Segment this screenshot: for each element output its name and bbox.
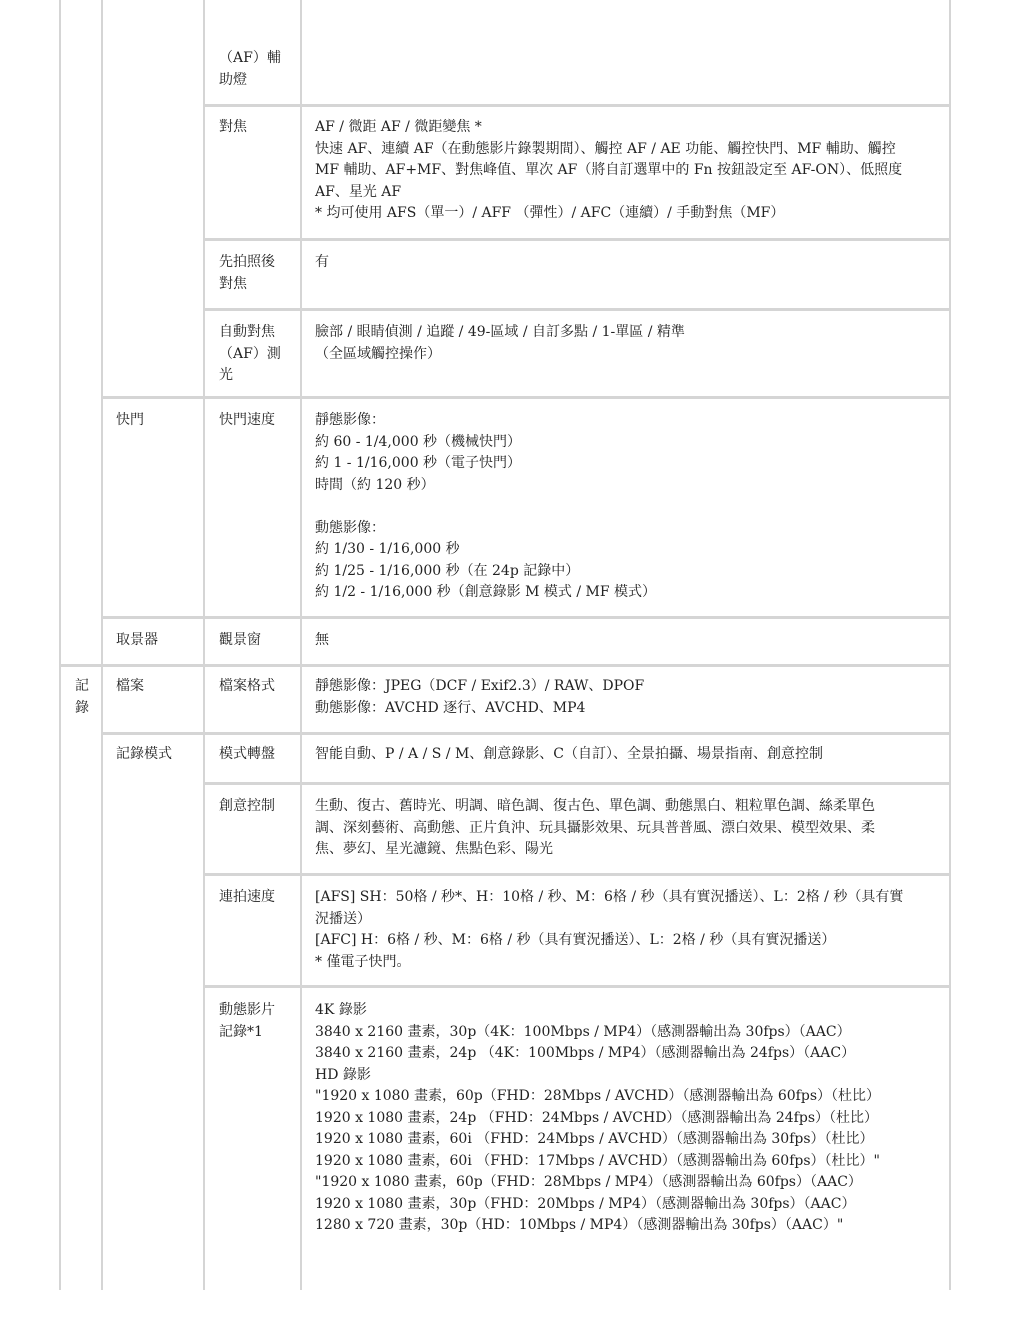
spec-value-line: * 僅電子快門。 <box>315 953 411 970</box>
table-row-separator <box>101 616 951 619</box>
spec-value-line: [AFS] SH：50格 / 秒*、H：10格 / 秒、M：6格 / 秒（具有實況播送）、L：2格 / 秒（具有實 <box>315 889 904 905</box>
spec-value-line: 約 1/30 - 1/16,000 秒 <box>315 541 460 557</box>
spec-value-line: 調、深刻藝術、高動態、正片負沖、玩具攝影效果、玩具普普風、漂白效果、模型效果、柔 <box>315 819 875 836</box>
spec-item-label: 對焦 <box>219 119 247 135</box>
spec-item-label: 模式轉盤 <box>219 746 275 762</box>
table-border-vertical <box>949 0 951 1290</box>
spec-value-line: 約 60 - 1/4,000 秒（機械快門） <box>315 433 522 450</box>
spec-value-line: 1280 x 720 畫素，30p（HD：10Mbps / MP4）（感測器輸出為 30fps）（AAC）" <box>315 1217 844 1233</box>
spec-value-line: 靜態影像： <box>315 412 385 428</box>
spec-value <box>315 796 945 861</box>
spec-value-line: 臉部 / 眼睛偵測 / 追蹤 / 49-區域 / 自訂多點 / 1-單區 / 精準 <box>315 324 685 340</box>
spec-value-line: （全區域觸控操作） <box>315 345 441 362</box>
table-border-vertical <box>300 0 302 1290</box>
spec-value-line: [AFC] H：6格 / 秒、M：6格 / 秒（具有實況播送）、L：2格 / 秒（具有實況播送） <box>315 932 836 948</box>
spec-value-line: 1920 x 1080 畫素，24p （FHD：24Mbps / AVCHD）（感測器輸出為 24fps）（杜比） <box>315 1109 879 1126</box>
spec-value-line: 時間（約 120 秒） <box>315 476 435 493</box>
table-row-separator <box>203 985 951 988</box>
table-border-vertical <box>101 0 103 1290</box>
spec-value <box>315 676 945 719</box>
spec-value-line: "1920 x 1080 畫素，60p（FHD：28Mbps / AVCHD）（感測器輸出為 60fps）（杜比） <box>315 1088 881 1104</box>
table-row-separator <box>203 238 951 241</box>
table-row-separator <box>101 732 951 735</box>
spec-value-line: 約 1/2 - 1/16,000 秒（創意錄影 M 模式 / MF 模式） <box>315 584 657 600</box>
spec-value-line <box>315 496 945 518</box>
spec-item-label: 創意控制 <box>219 798 275 814</box>
spec-value-line: 約 1 - 1/16,000 秒（電子快門） <box>315 455 522 471</box>
subcategory-label: 快門 <box>116 412 144 428</box>
spec-value-line: * 均可使用 AFS（單一）/ AFF （彈性）/ AFC（連續）/ 手動對焦（MF） <box>315 205 785 221</box>
spec-item-label: （AF）輔 助燈 <box>219 50 281 88</box>
spec-value-line: 快速 AF、連續 AF（在動態影片錄製期間）、觸控 AF / AE 功能、觸控快門、MF 輔助、觸控 <box>315 140 896 157</box>
spec-item-label: 連拍速度 <box>219 889 275 905</box>
table-border-vertical <box>59 0 61 1290</box>
subcategory-label: 記錄模式 <box>116 746 172 762</box>
spec-value-line: "1920 x 1080 畫素，60p（FHD：28Mbps / MP4）（感測器輸出為 60fps）（AAC） <box>315 1174 862 1190</box>
spec-item-label: 檔案格式 <box>219 678 275 694</box>
subcategory-label: 取景器 <box>116 632 158 648</box>
spec-item-label: 自動對焦 （AF）測 光 <box>219 324 281 383</box>
spec-item-label: 動態影片 記錄*1 <box>219 1002 275 1040</box>
table-row-separator <box>203 873 951 876</box>
table-border-vertical <box>203 0 205 1290</box>
spec-value-line: 焦、夢幻、星光濾鏡、焦點色彩、陽光 <box>315 841 553 857</box>
spec-value-line: 況播送） <box>315 910 371 927</box>
spec-value <box>315 117 945 225</box>
spec-value-line: HD 錄影 <box>315 1066 371 1083</box>
spec-item-label: 先拍照後 對焦 <box>219 254 275 292</box>
subcategory-label: 檔案 <box>116 678 144 694</box>
spec-value <box>315 1000 945 1237</box>
spec-value-line: AF / 微距 AF / 微距變焦 * <box>315 119 482 135</box>
spec-value <box>315 410 945 604</box>
spec-value-line: AF、星光 AF <box>315 183 402 200</box>
spec-value <box>315 887 945 973</box>
table-row-separator <box>203 308 951 311</box>
spec-value-line: 1920 x 1080 畫素，60i （FHD：17Mbps / AVCHD）（感測器輸出為 60fps）（杜比）" <box>315 1152 880 1169</box>
spec-value <box>315 252 945 274</box>
spec-value-line: MF 輔助、AF+MF、對焦峰值、單次 AF（將自訂選單中的 Fn 按鈕設定至 AF-ON）、低照度 <box>315 162 903 178</box>
spec-item-label: 快門速度 <box>219 412 275 428</box>
spec-value-line: 智能自動、P / A / S / M、創意錄影、C（自訂）、全景拍攝、場景指南、創意控制 <box>315 746 824 762</box>
spec-value-line: 1920 x 1080 畫素，30p（FHD：20Mbps / MP4）（感測器輸出為 30fps）（AAC） <box>315 1195 856 1212</box>
spec-value <box>315 322 945 365</box>
spec-value-line: 有 <box>315 254 329 270</box>
spec-value-line: 動態影像： <box>315 519 385 536</box>
spec-value <box>315 630 945 652</box>
spec-value-line: 無 <box>315 632 329 648</box>
spec-value-line: 1920 x 1080 畫素，60i （FHD：24Mbps / AVCHD）（感測器輸出為 30fps）（杜比） <box>315 1131 874 1147</box>
table-row-separator <box>203 104 951 107</box>
spec-value <box>315 744 945 766</box>
table-row-separator <box>59 664 951 667</box>
table-row-separator <box>101 396 951 399</box>
table-row-separator <box>203 782 951 785</box>
spec-value-line: 約 1/25 - 1/16,000 秒（在 24p 記錄中） <box>315 562 580 579</box>
spec-item-label: 觀景窗 <box>219 632 261 648</box>
spec-value-line: 動態影像：AVCHD 逐行、AVCHD、MP4 <box>315 699 586 716</box>
spec-value-line: 3840 x 2160 畫素，30p（4K：100Mbps / MP4）（感測器輸出為 30fps）（AAC） <box>315 1023 851 1040</box>
spec-value-line: 靜態影像：JPEG（DCF / Exif2.3）/ RAW、DPOF <box>315 678 645 694</box>
category-label: 記 錄 <box>75 678 89 716</box>
spec-value-line: 4K 錄影 <box>315 1002 367 1018</box>
spec-value-line: 生動、復古、舊時光、明調、暗色調、復古色、單色調、動態黑白、粗粒單色調、絲柔單色 <box>315 798 875 814</box>
spec-value-line: 3840 x 2160 畫素，24p （4K：100Mbps / MP4）（感測器輸出為 24fps）（AAC） <box>315 1045 856 1061</box>
